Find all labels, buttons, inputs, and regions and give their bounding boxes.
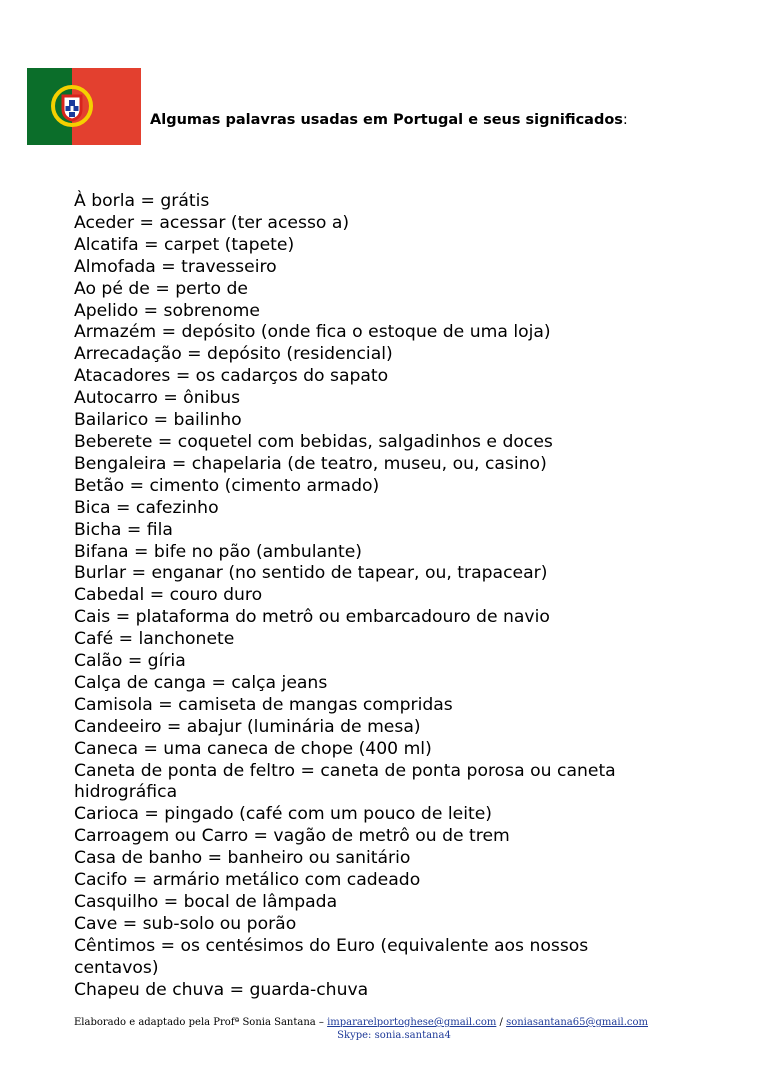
glossary-entry: Apelido = sobrenome — [74, 300, 260, 321]
glossary-list — [74, 191, 714, 1002]
glossary-entry: Camisola = camiseta de mangas compridas — [74, 694, 453, 715]
glossary-entry: Cacifo = armário metálico com cadeado — [74, 870, 421, 891]
glossary-entry: Chapeu de chuva = guarda-chuva — [74, 979, 369, 1000]
email-link-1[interactable]: impararelportoghese@gmail.com — [327, 1017, 497, 1028]
glossary-entry: Carioca = pingado (café com um pouco de leite) — [74, 804, 492, 825]
glossary-entry: Bailarico = bailinho — [74, 410, 242, 431]
glossary-entry: Casa de banho = banheiro ou sanitário — [74, 848, 411, 869]
glossary-entry: Armazém = depósito (onde fica o estoque de uma loja) — [74, 322, 551, 343]
coat-of-arms-icon — [51, 85, 93, 127]
glossary-entry: Ao pé de = perto de — [74, 278, 248, 299]
footer-skype: Skype: sonia.santana4 — [337, 1030, 451, 1041]
glossary-entry: Bica = cafezinho — [74, 497, 219, 518]
glossary-entry: Aceder = acessar (ter acesso a) — [74, 212, 350, 233]
glossary-entry: Carroagem ou Carro = vagão de metrô ou de trem — [74, 826, 510, 847]
glossary-entry: Bicha = fila — [74, 519, 173, 540]
portugal-flag-icon — [27, 68, 141, 145]
glossary-entry: Café = lanchonete — [74, 629, 235, 650]
glossary-entry: Almofada = travesseiro — [74, 256, 277, 277]
page-title-text: Algumas palavras usadas em Portugal e seus significados — [150, 112, 623, 128]
glossary-entry: Burlar = enganar (no sentido de tapear, ou, trapacear) — [74, 563, 548, 584]
page-title — [150, 112, 628, 128]
glossary-entry: Atacadores = os cadarços do sapato — [74, 366, 389, 387]
glossary-entry: Cabedal = couro duro — [74, 585, 263, 606]
footer-line — [74, 1016, 714, 1029]
glossary-entry: Calão = gíria — [74, 651, 186, 672]
glossary-entry: Cais = plataforma do metrô ou embarcadouro de navio — [74, 607, 550, 628]
footer-credit: Elaborado e adaptado pela Profª Sonia Santana – — [74, 1017, 328, 1028]
glossary-entry: Bifana = bife no pão (ambulante) — [74, 541, 362, 562]
glossary-entry: Arrecadação = depósito (residencial) — [74, 344, 393, 365]
footer-separator: / — [496, 1017, 507, 1028]
glossary-entry: Betão = cimento (cimento armado) — [74, 475, 380, 496]
glossary-entry: Casquilho = bocal de lâmpada — [74, 892, 338, 912]
glossary-entry: Autocarro = ônibus — [74, 388, 241, 409]
glossary-entry: Alcatifa = carpet (tapete) — [74, 234, 295, 255]
glossary-entry: Bengaleira = chapelaria (de teatro, museu, ou, casino) — [74, 453, 547, 474]
glossary-entry: Beberete = coquetel com bebidas, salgadinhos e doces — [74, 431, 553, 452]
glossary-entry: Candeeiro = abajur (luminária de mesa) — [74, 716, 421, 737]
email-link-2[interactable]: soniasantana65@gmail.com — [506, 1017, 649, 1028]
glossary-entry: Caneta de ponta de feltro = caneta de ponta porosa ou caneta hidrográfica — [74, 760, 616, 803]
glossary-entry: Cave = sub-solo ou porão — [74, 913, 297, 934]
footer — [74, 1016, 714, 1041]
glossary-entry: Caneca = uma caneca de chope (400 ml) — [74, 738, 432, 759]
glossary-entry: Cêntimos = os centésimos do Euro (equivalente aos nossos centavos) — [74, 935, 589, 978]
glossary-entry: À borla = grátis — [74, 191, 210, 211]
glossary-entry: Calça de canga = calça jeans — [74, 672, 328, 693]
page-title-colon: : — [622, 112, 628, 128]
